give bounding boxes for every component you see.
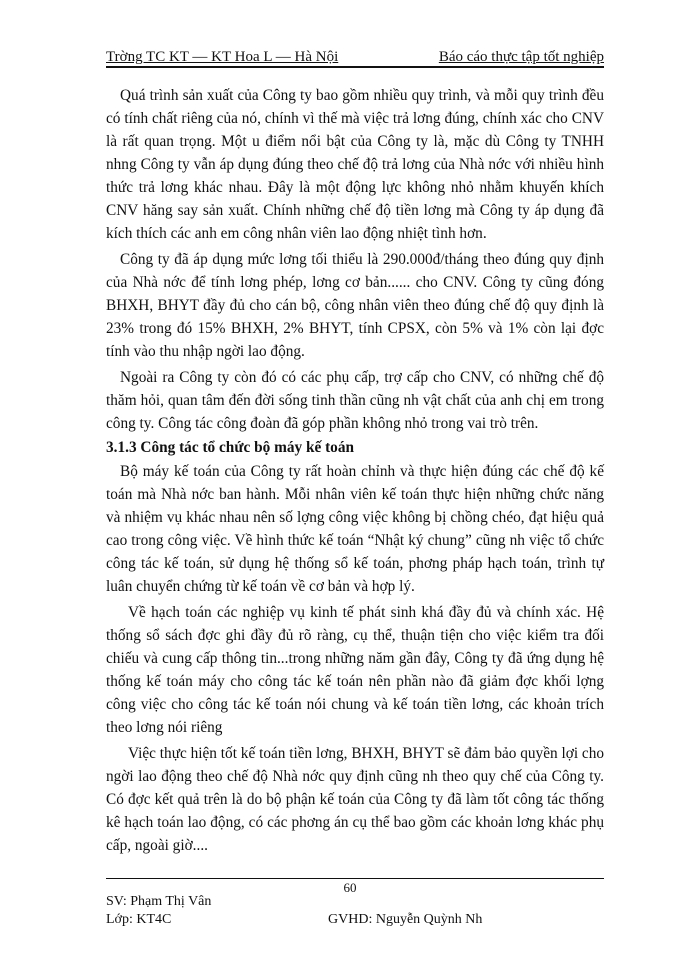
paragraph-2: Công ty đã áp dụng mức lơng tối thiểu là 290.000đ/tháng theo đúng quy định của Nhà nớc để tính lơng phép, lơng cơ bản...... cho CNV. Công ty cũng đóng BHXH, BHYT đầy đủ cho cán bộ, công nhân viên theo đúng chế độ quy định là 23% trong đó 15% BHXH, 2% BHYT, tính CPSX, còn 5% và 1% còn lại đợc tính vào thu nhập ngời lao động. [106, 251, 604, 360]
page-header [106, 40, 604, 66]
footer-divider [106, 878, 604, 879]
student-class: Lớp: KT4C [106, 912, 172, 927]
footer-class-advisor [106, 912, 604, 928]
page-body [106, 84, 604, 857]
student-name: SV: Phạm Thị Vân [106, 894, 212, 909]
paragraph-5: Về hạch toán các nghiệp vụ kinh tế phát sinh khá đầy đủ và chính xác. Hệ thống sổ sách đợc ghi đầy đủ rõ ràng, cụ thể, thuận tiện cho việc kiểm tra đối chiếu và cung cấp thông tin...trong những năm gần đây, Công ty đã ứng dụng hệ thống kế toán máy cho công tác kế toán nên phần nào đã giảm đợc khối lợng công việc cho công tác kế toán nói chung và kế toán tiền lơng, các khoản trích theo lơng nói riêng [106, 604, 604, 736]
paragraph-6: Việc thực hiện tốt kế toán tiền lơng, BHXH, BHYT sẽ đảm bảo quyền lợi cho ngời lao động theo chế độ Nhà nớc quy định cũng nh theo quy chế của Công ty. Có đợc kết quả trên là do bộ phận kế toán của Công ty đã làm tốt công tác thống kê hạch toán lao động, có các phơng án cụ thể bao gồm các khoản lơng khác phụ cấp, ngoài giờ.... [106, 745, 604, 854]
section-heading: 3.1.3 Công tác tổ chức bộ máy kế toán [106, 439, 354, 456]
paragraph-4: Bộ máy kế toán của Công ty rất hoàn chỉnh và thực hiện đúng các chế độ kế toán mà Nhà nớc ban hành. Mỗi nhân viên kế toán thực hiện những chức năng và nhiệm vụ khác nhau nên số lợng công việc không bị chồng chéo, đạt hiệu quả cao trong công việc. Về hình thức kế toán “Nhật ký chung” cũng nh việc tổ chức công tác kế toán, sử dụng hệ thống sổ kế toán, phơng pháp hạch toán, trình tự luân chuyển chứng từ kế toán về cơ bản và hợp lý. [106, 463, 604, 595]
advisor-name: GVHD: Nguyễn Quỳnh Nh [328, 912, 483, 927]
footer-student [106, 894, 604, 910]
page-number: 60 [343, 880, 357, 895]
header-divider [106, 66, 604, 68]
paragraph-3: Ngoài ra Công ty còn đó có các phụ cấp, trợ cấp cho CNV, có những chế độ thăm hỏi, quan tâm đến đời sống tinh thần cũng nh vật chất của anh chị em trong công ty. Công tác công đoàn đã góp phần không nhỏ trong vai trò trên. [106, 369, 604, 432]
header-school: Trờng TC KT — KT Hoa L — Hà Nội [106, 49, 339, 65]
paragraph-1: Quá trình sản xuất của Công ty bao gồm nhiều quy trình, và mỗi quy trình đều có tính chất riêng của nó, chính vì thế mà việc trả lơng đúng, chính xác cho CNV là rất quan trọng. Một u điểm nổi bật của Công ty là, mặc dù Công ty TNHH nhng Công ty vẫn áp dụng đúng theo chế độ trả lơng của Nhà nớc với nhiều hình thức trả lơng khác nhau. Đây là một động lực không nhỏ nhằm khuyến khích CNV hăng say sản xuất. Chính những chế độ tiền lơng mà Công ty áp dụng đã kích thích các anh em công nhân viên lao động nhiệt tình hơn. [106, 87, 604, 242]
header-report-title: Báo cáo thực tập tốt nghiệp [438, 49, 604, 65]
